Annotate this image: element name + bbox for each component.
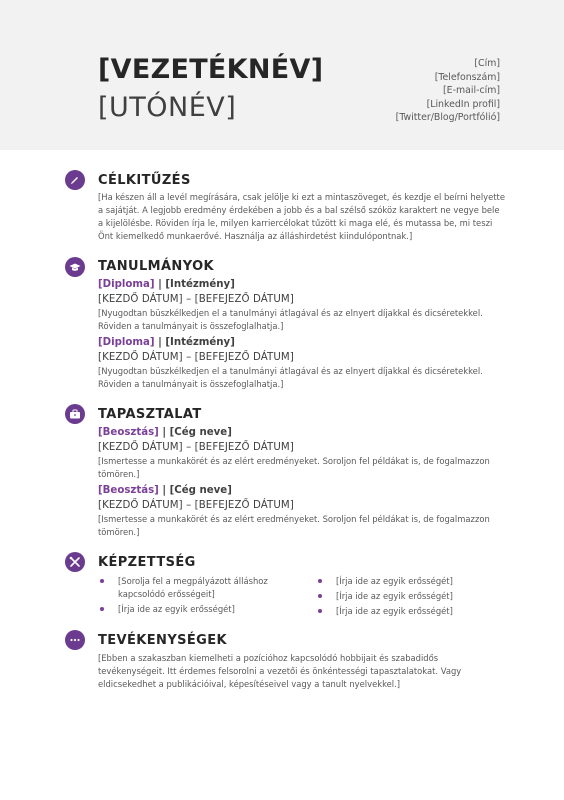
experience-dates: [KEZDŐ DÁTUM] – [BEFEJEZŐ DÁTUM]	[98, 442, 294, 453]
objective-title: CÉLKITŰZÉS	[98, 173, 191, 188]
education-entry-title	[98, 336, 235, 350]
separator: |	[158, 485, 170, 496]
list-item: [Írja ide az egyik erősségét]	[316, 575, 516, 588]
contact-info	[396, 57, 500, 125]
activities-title: TEVÉKENYSÉGEK	[98, 633, 228, 648]
position: [Beosztás]	[98, 427, 159, 438]
bullet-icon	[318, 609, 322, 613]
list-item: [Írja ide az egyik erősségét]	[316, 605, 516, 618]
activities-text: [Ebben a szakaszban kiemelheti a pozícióhoz kapcsolódó hobbijait és szabadidős tevékenységeit. Itt érdemes felsorolni a vezetői és önkéntességi tapasztalatokat. Vagy eldicsekedhet a publikációival, képesítéseivel vagy a tanult nyelvekkel.]	[98, 653, 462, 690]
separator: |	[158, 427, 170, 438]
institution: [Intézmény]	[165, 279, 235, 290]
separator: |	[154, 337, 166, 348]
experience-entry-title	[98, 426, 232, 440]
pen-icon	[65, 170, 85, 190]
bullet-icon	[100, 579, 104, 583]
education-entry-title	[98, 278, 235, 292]
first-name: [UTÓNÉV]	[98, 92, 237, 123]
education-text: [Nyugodtan büszkélkedjen el a tanulmányi átlagával és az elnyert díjakkal és dicséretekkel. Röviden a tanulmányait is összefoglalhatja.]	[98, 366, 483, 390]
experience-entry-title	[98, 484, 232, 498]
last-name: [VEZETÉKNÉV]	[98, 54, 324, 85]
contact-email: [E-mail-cím]	[443, 85, 500, 97]
list-item: [Írja ide az egyik erősségét]	[316, 590, 516, 603]
list-item: [Sorolja fel a megpályázott álláshoz kapcsolódó erősségeit]	[98, 575, 298, 601]
education-dates: [KEZDŐ DÁTUM] – [BEFEJEZŐ DÁTUM]	[98, 294, 294, 305]
company: [Cég neve]	[169, 485, 232, 496]
bullet-icon	[318, 594, 322, 598]
separator: |	[154, 279, 166, 290]
skills-right-list	[316, 575, 516, 619]
contact-linkedin: [LinkedIn profil]	[426, 98, 500, 110]
bullet-icon	[100, 607, 104, 611]
degree: [Diploma]	[98, 337, 155, 348]
bullet-icon	[318, 579, 322, 583]
experience-title: TAPASZTALAT	[98, 407, 202, 422]
company: [Cég neve]	[169, 427, 232, 438]
contact-address: [Cím]	[474, 58, 500, 69]
list-item: [Írja ide az egyik erősségét]	[98, 603, 298, 616]
experience-dates: [KEZDŐ DÁTUM] – [BEFEJEZŐ DÁTUM]	[98, 500, 294, 511]
degree: [Diploma]	[98, 279, 155, 290]
skills-title: KÉPZETTSÉG	[98, 555, 196, 570]
institution: [Intézmény]	[165, 337, 235, 348]
position: [Beosztás]	[98, 485, 159, 496]
experience-text: [Ismertesse a munkakörét és az elért eredményeket. Soroljon fel példákat is, de fogalmazzon tömören.]	[98, 514, 490, 538]
education-text: [Nyugodtan büszkélkedjen el a tanulmányi átlagával és az elnyert díjakkal és dicséretekkel. Röviden a tanulmányait is összefoglalhatja.]	[98, 308, 483, 332]
graduation-cap-icon	[65, 257, 85, 277]
contact-twitter-blog: [Twitter/Blog/Portfólió]	[395, 112, 500, 124]
education-dates: [KEZDŐ DÁTUM] – [BEFEJEZŐ DÁTUM]	[98, 352, 294, 363]
objective-text: [Ha készen áll a levél megírására, csak jelölje ki ezt a mintaszöveget, és kezdje el beírni helyette a sajátját. A legjobb eredmény érdekében a jobb és a bal szélső szóköz karaktert ne vegye bele a kijelölésbe. Röviden írja le, milyen karriercélokat tűzött ki maga elé, és mutassa be, mi teszi Önt kiemelkedő munkaerővé. Használja az álláshirdetést kiindulópontnak.]	[98, 192, 505, 242]
contact-phone: [Telefonszám]	[434, 71, 500, 83]
briefcase-icon	[65, 404, 85, 424]
ellipsis-icon	[65, 630, 85, 650]
skills-left-list	[98, 575, 298, 617]
tools-icon	[65, 552, 85, 572]
experience-text: [Ismertesse a munkakörét és az elért eredményeket. Soroljon fel példákat is, de fogalmazzon tömören.]	[98, 456, 490, 480]
education-title: TANULMÁNYOK	[98, 259, 214, 274]
